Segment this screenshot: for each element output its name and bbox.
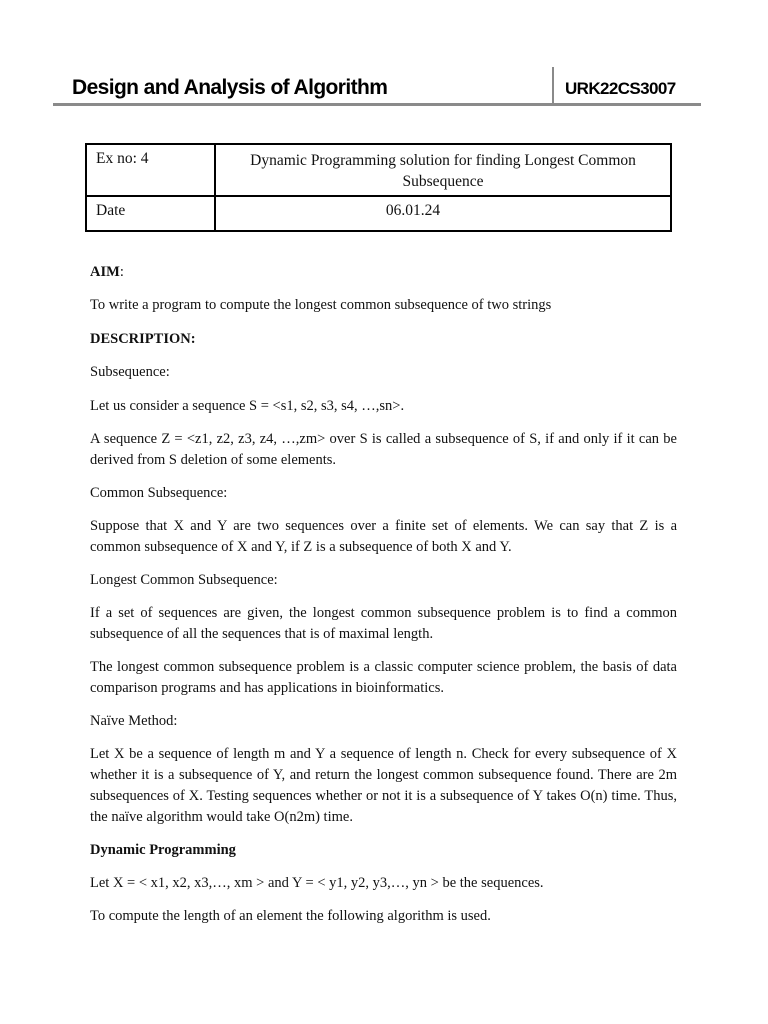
header-divider xyxy=(552,67,554,105)
naive-method-heading: Naïve Method: xyxy=(90,713,178,729)
date-label: Date xyxy=(86,196,215,231)
subsequence-paragraph-2: A sequence Z = <z1, z2, z3, z4, …,zm> over S is called a subsequence of S, if and only if it can be derived from S deletion of some elements. xyxy=(90,431,677,468)
common-subsequence-paragraph: Suppose that X and Y are two sequences over a finite set of elements. We can say that Z is a common subsequence of X and Y, if Z is a subsequence of both X and Y. xyxy=(90,518,677,555)
course-title: Design and Analysis of Algorithm xyxy=(72,76,388,99)
subsequence-paragraph-1: Let us consider a sequence S = <s1, s2, s3, s4, …,sn>. xyxy=(90,398,405,414)
subsequence-heading: Subsequence: xyxy=(90,364,170,380)
exercise-number: Ex no: 4 xyxy=(86,144,215,196)
exercise-title: Dynamic Programming solution for finding Longest Common Subsequence xyxy=(215,144,671,196)
experiment-info-table xyxy=(85,143,672,232)
description-heading: DESCRIPTION: xyxy=(90,331,196,347)
document-body xyxy=(90,262,677,927)
lcs-paragraph-1: If a set of sequences are given, the longest common subsequence problem is to find a common subsequence of all the sequences that is of maximal length. xyxy=(90,605,677,642)
table-row xyxy=(86,196,671,231)
header-rule xyxy=(53,103,701,106)
dynamic-programming-paragraph-1: Let X = < x1, x2, x3,…, xm > and Y = < y1, y2, y3,…, yn > be the sequences. xyxy=(90,875,544,891)
lcs-heading: Longest Common Subsequence: xyxy=(90,572,278,588)
naive-method-paragraph: Let X be a sequence of length m and Y a sequence of length n. Check for every subsequence of X whether it is a subsequence of Y, and return the longest common subsequence found. There are 2m subsequences of X. Testing sequences whether or not it is a subsequence of Y takes O(n) time. Thus, the naïve algorithm would take O(n2m) time. xyxy=(90,746,677,825)
aim-heading: AIM xyxy=(90,264,120,280)
date-value: 06.01.24 xyxy=(215,196,671,231)
dynamic-programming-heading: Dynamic Programming xyxy=(90,842,236,858)
aim-heading-line xyxy=(90,262,677,283)
aim-colon: : xyxy=(119,264,124,280)
common-subsequence-heading: Common Subsequence: xyxy=(90,485,228,501)
lcs-paragraph-2: The longest common subsequence problem is a classic computer science problem, the basis of data comparison programs and has applications in bioinformatics. xyxy=(90,659,677,696)
register-number: URK22CS3007 xyxy=(565,79,676,98)
dynamic-programming-paragraph-2: To compute the length of an element the following algorithm is used. xyxy=(90,908,491,924)
aim-text: To write a program to compute the longest common subsequence of two strings xyxy=(90,297,552,313)
table-row xyxy=(86,144,671,196)
